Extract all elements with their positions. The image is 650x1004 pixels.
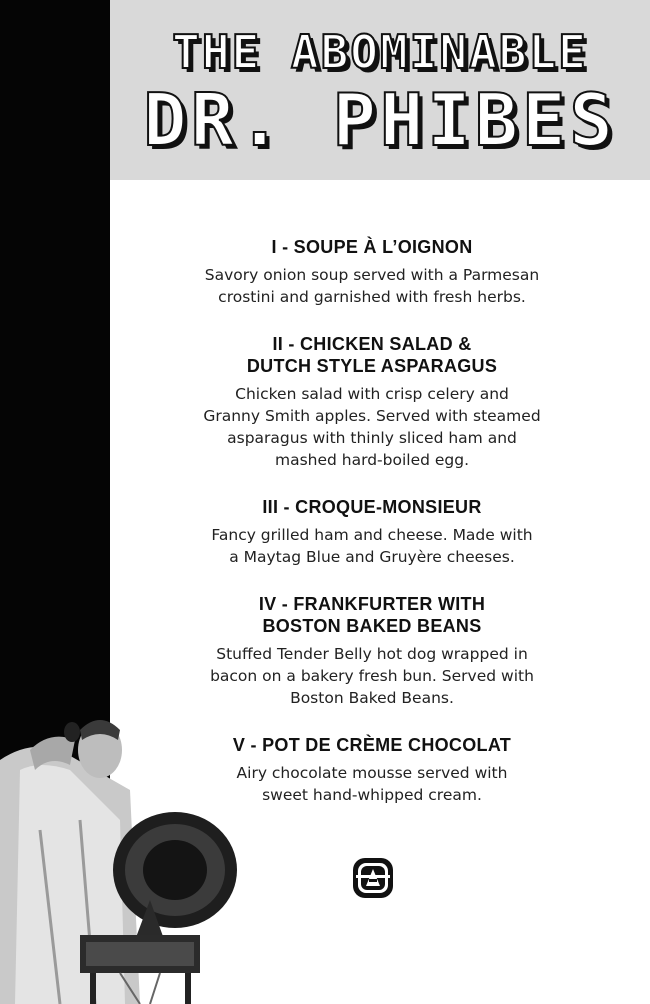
menu-course — [150, 333, 594, 471]
course-description-line: mashed hard-boiled egg. — [274, 451, 470, 469]
course-description-line: asparagus with thinly sliced ham and — [227, 429, 517, 447]
page-title-line-2: DR. PHIBES — [143, 78, 617, 162]
course-title-line: V - POT DE CRÈME CHOCOLAT — [232, 735, 512, 755]
course-description-line: Stuffed Tender Belly hot dog wrapped in — [216, 645, 528, 663]
course-description-line: bacon on a bakery fresh bun. Served with — [210, 667, 534, 685]
course-title-line: DUTCH STYLE ASPARAGUS — [246, 356, 498, 376]
course-title-line: III - CROQUE-MONSIEUR — [262, 497, 482, 517]
page-title-line-1: THE ABOMINABLE — [172, 25, 588, 79]
course-description-line: Chicken salad with crisp celery and — [235, 385, 509, 403]
course-title — [150, 333, 594, 377]
course-description — [150, 264, 594, 308]
menu-course — [150, 593, 594, 709]
course-title — [150, 236, 594, 258]
course-title-line: BOSTON BAKED BEANS — [262, 616, 482, 636]
course-title — [150, 593, 594, 637]
course-title-line: II - CHICKEN SALAD & — [272, 334, 472, 354]
course-description-line: sweet hand-whipped cream. — [262, 786, 482, 804]
course-description-line: Fancy grilled ham and cheese. Made with — [211, 526, 533, 544]
course-description — [150, 383, 594, 471]
course-title-line: IV - FRANKFURTER WITH — [258, 594, 486, 614]
course-title — [150, 496, 594, 518]
course-description-line: Granny Smith apples. Served with steamed — [203, 407, 541, 425]
course-description-line: Boston Baked Beans. — [290, 689, 454, 707]
menu-course — [150, 496, 594, 568]
course-description-line: Savory onion soup served with a Parmesan — [204, 266, 540, 284]
course-description-line: a Maytag Blue and Gruyère cheeses. — [229, 548, 515, 566]
course-description — [150, 643, 594, 709]
course-description-line: crostini and garnished with fresh herbs. — [218, 288, 526, 306]
course-title-line: I - SOUPE À L’OIGNON — [271, 237, 473, 257]
course-description-line: Airy chocolate mousse served with — [236, 764, 508, 782]
phibes-phonograph-illustration — [0, 710, 250, 1004]
course-description — [150, 524, 594, 568]
menu-course — [150, 236, 594, 308]
logo-badge-icon — [350, 855, 396, 901]
